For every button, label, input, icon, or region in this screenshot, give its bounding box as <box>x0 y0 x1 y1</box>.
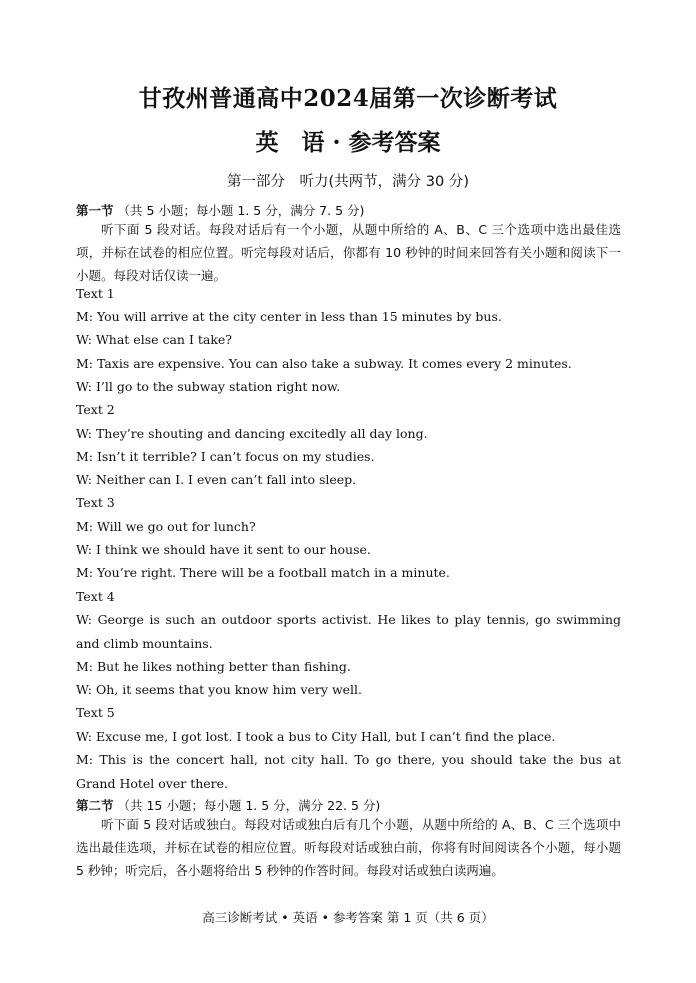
dialogue-line: W: I think we should have it sent to our house. <box>76 542 371 557</box>
section1-heading <box>76 201 364 219</box>
dialogue-line: M: Will we go out for lunch? <box>76 519 256 534</box>
text-label: Text 3 <box>76 495 115 510</box>
dialogue-line: W: Neither can I. I even can’t fall into sleep. <box>76 472 357 487</box>
dialogue-line: M: This is the concert hall, not city hall. To go there, you should take the bus at Grand Hotel over there. <box>76 752 621 791</box>
dialogue-line: M: Taxis are expensive. You can also take a subway. It comes every 2 minutes. <box>76 356 572 371</box>
section1-instructions: 听下面 5 段对话。每段对话后有一个小题，从题中所给的 A、B、C 三个选项中选出最佳选项，并标在试卷的相应位置。听完每段对话后，你都有 10 秒钟的时间来回答有关小题和阅读下一小题。每段对话仅读一遍。 <box>76 222 621 283</box>
dialogue-line: W: What else can I take? <box>76 332 233 347</box>
page-footer: 高三诊断考试 • 英语 • 参考答案 第 1 页（共 6 页） <box>202 910 494 925</box>
exam-title: 甘孜州普通高中2024届第一次诊断考试 <box>138 85 558 112</box>
part-title: 第一部分 听力(共两节，满分 30 分) <box>227 174 469 190</box>
section2-heading <box>76 796 380 814</box>
dialogue-line: W: Oh, it seems that you know him very well. <box>76 682 363 697</box>
section2-heading-label: 第二节 <box>76 798 114 813</box>
dialogue-line: W: Excuse me, I got lost. I took a bus to City Hall, but I can’t find the place. <box>76 729 556 744</box>
dialogue-line: M: You will arrive at the city center in less than 15 minutes by bus. <box>76 309 502 324</box>
dialogue-line: M: But he likes nothing better than fishing. <box>76 659 351 674</box>
dialogue-line: W: I’ll go to the subway station right now. <box>76 379 341 394</box>
dialogue-line: W: They’re shouting and dancing excitedly all day long. <box>76 426 428 441</box>
text-label: Text 4 <box>76 589 115 604</box>
section2-instructions: 听下面 5 段对话或独白。每段对话或独白后有几个小题，从题中所给的 A、B、C 三个选项中选出最佳选项，并标在试卷的相应位置。听每段对话或独白前，你将有时间阅读各个小题，每小题 5 秒钟；听完后，各小题将给出 5 秒钟的作答时间。每段对话或独白读两遍。 <box>76 817 621 878</box>
dialogue-line: M: Isn’t it terrible? I can’t focus on my studies. <box>76 449 375 464</box>
section1-heading-label: 第一节 <box>76 203 114 218</box>
text-label: Text 5 <box>76 705 115 720</box>
text-label: Text 1 <box>76 286 115 301</box>
section2-heading-note: （共 15 小题；每小题 1. 5 分，满分 22. 5 分) <box>117 798 381 813</box>
text-label: Text 2 <box>76 402 115 417</box>
dialogue-line: M: You’re right. There will be a football match in a minute. <box>76 565 450 580</box>
subject-title: 英 语 · 参考答案 <box>255 129 441 156</box>
section1-heading-note: （共 5 小题；每小题 1. 5 分，满分 7. 5 分) <box>117 203 365 218</box>
dialogue-line: W: George is such an outdoor sports activist. He likes to play tennis, go swimming and climb mountains. <box>76 612 621 651</box>
